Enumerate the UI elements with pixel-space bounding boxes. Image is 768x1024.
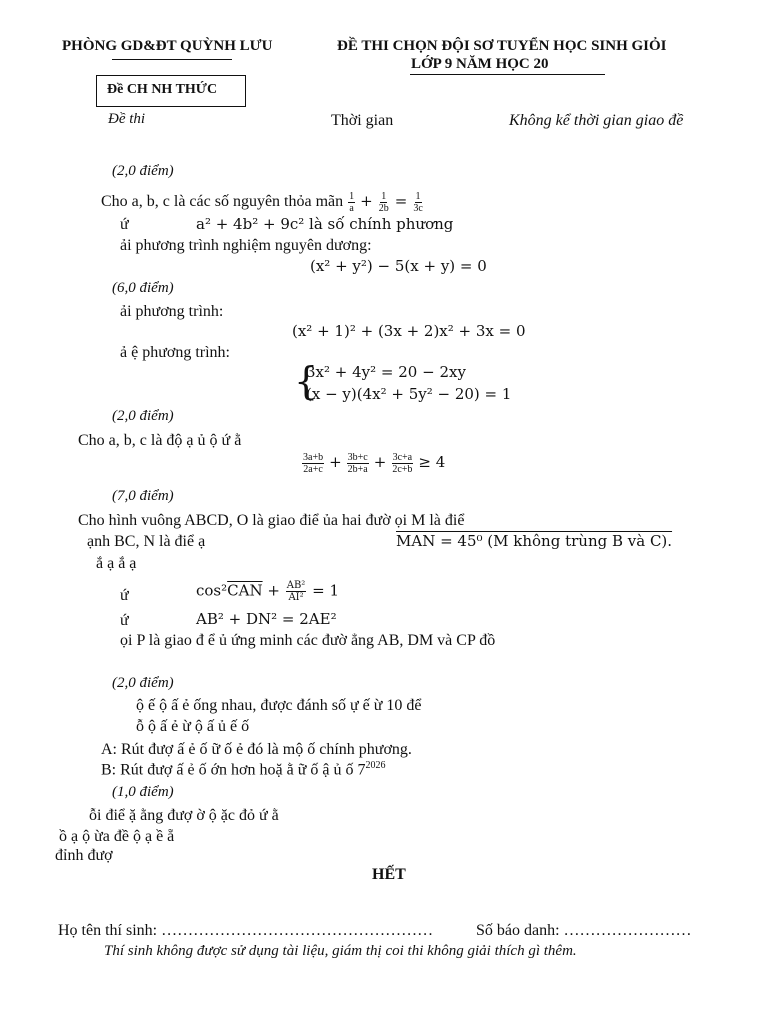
- q2-system-brace: {: [294, 359, 319, 403]
- q2-system-eq1: 3x² + 4y² = 20 − 2xy: [306, 363, 466, 381]
- q1-plus1: +: [360, 192, 373, 211]
- exam-title-line1: ĐỀ THI CHỌN ĐỘI SƠ TUYỂN HỌC SINH GIỎI: [337, 38, 667, 54]
- q4-cos: cos²: [196, 581, 228, 600]
- q1-line2-math: a² + 4b² + 9c² là số chính phương: [196, 215, 454, 233]
- q1-frac3: [412, 191, 423, 214]
- q3-line1: Cho a, b, c là độ ạ ủ ộ ứ ằ: [78, 432, 242, 449]
- q1-line1: [101, 191, 425, 214]
- q6-line1: ỗi điể ặ ằng đượ ờ ộ ặc đỏ ứ ằ: [89, 807, 279, 824]
- exam-title-line2: LỚP 9 NĂM HỌC 20: [411, 56, 549, 72]
- q5-points: (2,0 điểm): [112, 675, 174, 691]
- q4-equals-one: = 1: [312, 581, 339, 600]
- candidate-id-line: Số báo danh: ……………………: [476, 922, 692, 939]
- q3-frac1: [302, 452, 324, 475]
- q1-points: (2,0 điểm): [112, 163, 174, 179]
- q1-frac2-num: 1: [381, 191, 387, 202]
- q6-line2: ồ ạ ộ ừa đề ộ ạ ề ẵ: [59, 828, 175, 845]
- q4-line3: ắ ạ ắ ạ: [96, 555, 137, 572]
- q4-frac-den: AI²: [288, 592, 304, 603]
- footer-note: Thí sinh không được sử dụng tài liệu, giám thị coi thi không giải thích gì thêm.: [104, 943, 577, 959]
- q4-line4-math: [196, 580, 339, 603]
- q4-line4-prefix: ứ: [120, 587, 129, 604]
- official-label: Đề CH NH THỨC: [107, 82, 218, 97]
- q4-angle-can: $\overline{CAN}$: [227, 581, 263, 600]
- q1-frac1-den: a: [349, 203, 354, 214]
- q3-frac2-num: 3b+c: [347, 452, 368, 463]
- title-underline: [410, 74, 605, 75]
- q4-frac-num: AB²: [286, 580, 306, 591]
- q4-plus: +: [267, 581, 280, 600]
- exam-label: Đề thi: [108, 111, 146, 127]
- q2-system-eq2: (x − y)(4x² + 5y² − 20) = 1: [306, 385, 512, 403]
- q4-angle-man: MAN = 45⁰ (M không trùng B và C).: [396, 532, 673, 550]
- q3-frac3: [391, 452, 413, 475]
- q1-frac3-den: 3c: [413, 203, 423, 214]
- q4-line1: Cho hình vuông ABCD, O là giao điể ủa hai đườ ọi M là điể: [78, 512, 465, 529]
- q5-event-a: A: Rút đượ ấ ẻ ố ữ ố ẻ đó là mộ ố chính phương.: [101, 741, 412, 758]
- q2-line1: ải phương trình:: [120, 303, 224, 320]
- q3-plus2: +: [373, 453, 387, 472]
- q4-line5-math: AB² + DN² = 2AE²: [196, 610, 337, 628]
- q3-frac1-num: 3a+b: [303, 452, 324, 463]
- q4-frac: [286, 580, 307, 603]
- q1-equals: =: [394, 192, 408, 211]
- q4-line2-math: [396, 532, 672, 550]
- q1-frac2: [378, 191, 390, 214]
- q5-event-b: [101, 760, 385, 779]
- q2-equation: (x² + 1)² + (3x + 2)x² + 3x = 0: [292, 322, 526, 340]
- q3-points: (2,0 điểm): [112, 408, 174, 424]
- q3-frac3-num: 3c+a: [392, 452, 413, 463]
- q1-frac2-den: 2b: [378, 203, 389, 214]
- q6-points: (1,0 điểm): [112, 784, 174, 800]
- q3-frac1-den: 2a+c: [303, 464, 323, 475]
- time-note: Không kể thời gian giao đề: [509, 112, 684, 129]
- q5-exponent: 2026: [365, 760, 386, 771]
- end-marker: HẾT: [372, 866, 406, 883]
- q5-line2: ỗ ộ ấ ẻ ừ ộ ấ ủ ế ố: [136, 718, 250, 735]
- department-underline: [112, 59, 232, 60]
- q2-points: (6,0 điểm): [112, 280, 174, 296]
- q6-line3: đỉnh đượ: [55, 847, 113, 864]
- q1-frac1-num: 1: [349, 191, 355, 202]
- q3-plus1: +: [329, 453, 342, 472]
- q1-line2-prefix: ứ: [120, 216, 129, 233]
- q1-line3: ải phương trình nghiệm nguyên dương:: [120, 237, 372, 254]
- q3-frac2: [347, 452, 369, 475]
- q1-equation: (x² + y²) − 5(x + y) = 0: [310, 257, 487, 275]
- candidate-name-line: Họ tên thí sinh: ……………………………………………: [58, 922, 434, 939]
- time-label: Thời gian: [331, 112, 394, 129]
- q4-line2-left: ạnh BC, N là điể ạ: [87, 533, 206, 550]
- q1-line1-text: Cho a, b, c là các số nguyên thỏa mãn: [101, 193, 344, 211]
- q3-ge-four: ≥ 4: [418, 453, 446, 472]
- q4-line5-prefix: ứ: [120, 612, 129, 629]
- q4-points: (7,0 điểm): [112, 488, 174, 504]
- q1-frac1: [348, 191, 355, 214]
- q5-line1: ộ ế ộ ấ ẻ ống nhau, được đánh số ự ế ừ 10 để: [136, 697, 422, 714]
- q5-event-b-text: B: Rút đượ ấ ẻ ố ớn hơn hoặ ằ ữ ố ậ ủ ố 7: [101, 761, 366, 779]
- q2-line3: ả ệ phương trình:: [120, 344, 230, 361]
- q4-line6: ọi P là giao đ ể ủ ứng minh các đườ ẳng AB, DM và CP đồ: [120, 632, 496, 649]
- q1-frac3-num: 1: [415, 191, 421, 202]
- q3-frac2-den: 2b+a: [347, 464, 368, 475]
- department-name: PHÒNG GD&ĐT QUỲNH LƯU: [62, 38, 273, 54]
- q3-frac3-den: 2c+b: [392, 464, 413, 475]
- q3-inequality: [301, 452, 445, 475]
